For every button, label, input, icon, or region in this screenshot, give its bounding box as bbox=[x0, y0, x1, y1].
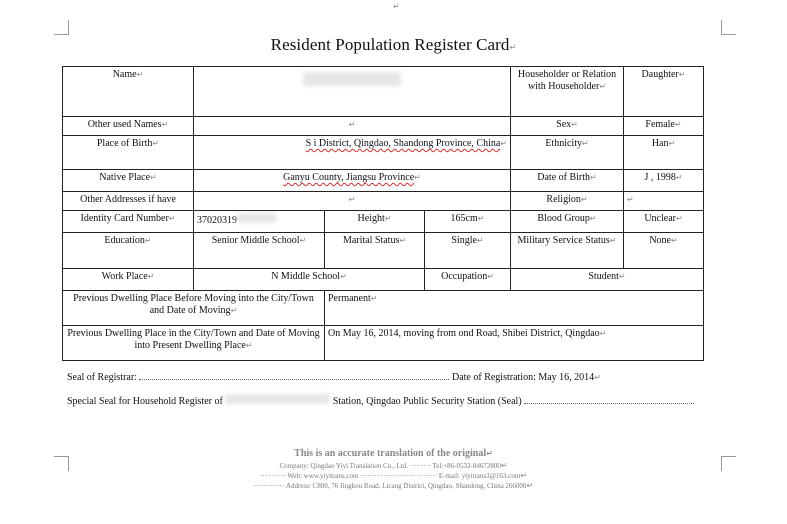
religion-label: Religion↵ bbox=[511, 192, 624, 211]
footer-statement: This is an accurate translation of the original↵ bbox=[294, 448, 493, 459]
householder-value: Daughter↵ bbox=[624, 67, 704, 117]
special-seal: Special Seal for Household Register of Station, Qingdao Public Security Station (Seal) bbox=[67, 394, 694, 407]
id-value: 37020319 bbox=[194, 211, 325, 233]
religion-value: ↵ bbox=[624, 192, 704, 211]
prev-in-value: On May 16, 2014, moving from ond Road, Shibei District, Qingdao↵ bbox=[325, 326, 704, 361]
occupation-value: Student↵ bbox=[511, 269, 704, 291]
table-row bbox=[63, 269, 704, 291]
ethnicity-label: Ethnicity↵ bbox=[511, 136, 624, 170]
table-row bbox=[63, 192, 704, 211]
name-label: Name↵ bbox=[63, 67, 194, 117]
dob-label: Date of Birth↵ bbox=[511, 170, 624, 192]
other-names-label: Other used Names↵ bbox=[63, 117, 194, 136]
prev-before-value: Permanent↵ bbox=[325, 291, 704, 326]
military-value: None↵ bbox=[624, 233, 704, 269]
footer-address: ············· Address: C800, 76 Jingkou Road, Licang District, Qingdao, Shandong, China 266000↵ bbox=[253, 481, 534, 490]
paragraph-mark-icon: ↵ bbox=[393, 2, 400, 11]
sex-value: Female↵ bbox=[624, 117, 704, 136]
other-names-value: ↵ bbox=[194, 117, 511, 136]
seal-registrar: Seal of Registrar: Date of Registration: May 16, 2014↵ bbox=[67, 372, 601, 383]
height-label: Height↵ bbox=[325, 211, 425, 233]
blood-label: Blood Group↵ bbox=[511, 211, 624, 233]
military-label: Military Service Status↵ bbox=[511, 233, 624, 269]
crop-mark-top-right bbox=[721, 20, 736, 35]
table-row bbox=[63, 233, 704, 269]
occupation-label: Occupation↵ bbox=[425, 269, 511, 291]
table-row bbox=[63, 170, 704, 192]
native-place-label: Native Place↵ bbox=[63, 170, 194, 192]
page-title: Resident Population Register Card↵ bbox=[270, 35, 517, 54]
birthplace-value: S i District, Qingdao, Shandong Province, China↵ bbox=[194, 136, 511, 170]
table-row bbox=[63, 67, 704, 117]
table-row bbox=[63, 291, 704, 326]
birthplace-label: Place of Birth↵ bbox=[63, 136, 194, 170]
footer-company: Company: Qingdao Yiyi Translation Co., Ltd. ········· Tel:+86-0532-84672800↵ bbox=[279, 461, 508, 470]
redacted-station bbox=[225, 394, 330, 404]
other-addresses-label: Other Addresses if have bbox=[63, 192, 194, 211]
footer-web: ··········· Web: www.yiyitrans.com ································· E-mail: yiyitrans3@163.com↵ bbox=[259, 471, 528, 480]
blood-value: Unclear↵ bbox=[624, 211, 704, 233]
crop-mark-top-left bbox=[54, 20, 69, 35]
prev-before-label: Previous Dwelling Place Before Moving into the City/Town and Date of Moving↵ bbox=[63, 291, 325, 326]
education-label: Education↵ bbox=[63, 233, 194, 269]
marital-label: Marital Status↵ bbox=[325, 233, 425, 269]
redacted-name bbox=[303, 72, 401, 86]
marital-value: Single↵ bbox=[425, 233, 511, 269]
height-value: 165cm↵ bbox=[425, 211, 511, 233]
work-label: Work Place↵ bbox=[63, 269, 194, 291]
id-label: Identity Card Number↵ bbox=[63, 211, 194, 233]
dob-value: J , 1998↵ bbox=[624, 170, 704, 192]
sex-label: Sex↵ bbox=[511, 117, 624, 136]
table-row bbox=[63, 136, 704, 170]
householder-label: Householder or Relation with Householder↵ bbox=[511, 67, 624, 117]
work-value: N Middle School↵ bbox=[194, 269, 425, 291]
prev-in-label: Previous Dwelling Place in the City/Town and Date of Moving into Present Dwelling Place↵ bbox=[63, 326, 325, 361]
education-value: Senior Middle School↵ bbox=[194, 233, 325, 269]
other-addresses-value: ↵ bbox=[194, 192, 511, 211]
native-place-value: Ganyu County, Jiangsu Province↵ bbox=[194, 170, 511, 192]
ethnicity-value: Han↵ bbox=[624, 136, 704, 170]
register-table bbox=[62, 66, 704, 361]
table-row bbox=[63, 326, 704, 361]
name-value bbox=[194, 67, 511, 117]
table-row bbox=[63, 211, 704, 233]
table-row bbox=[63, 117, 704, 136]
